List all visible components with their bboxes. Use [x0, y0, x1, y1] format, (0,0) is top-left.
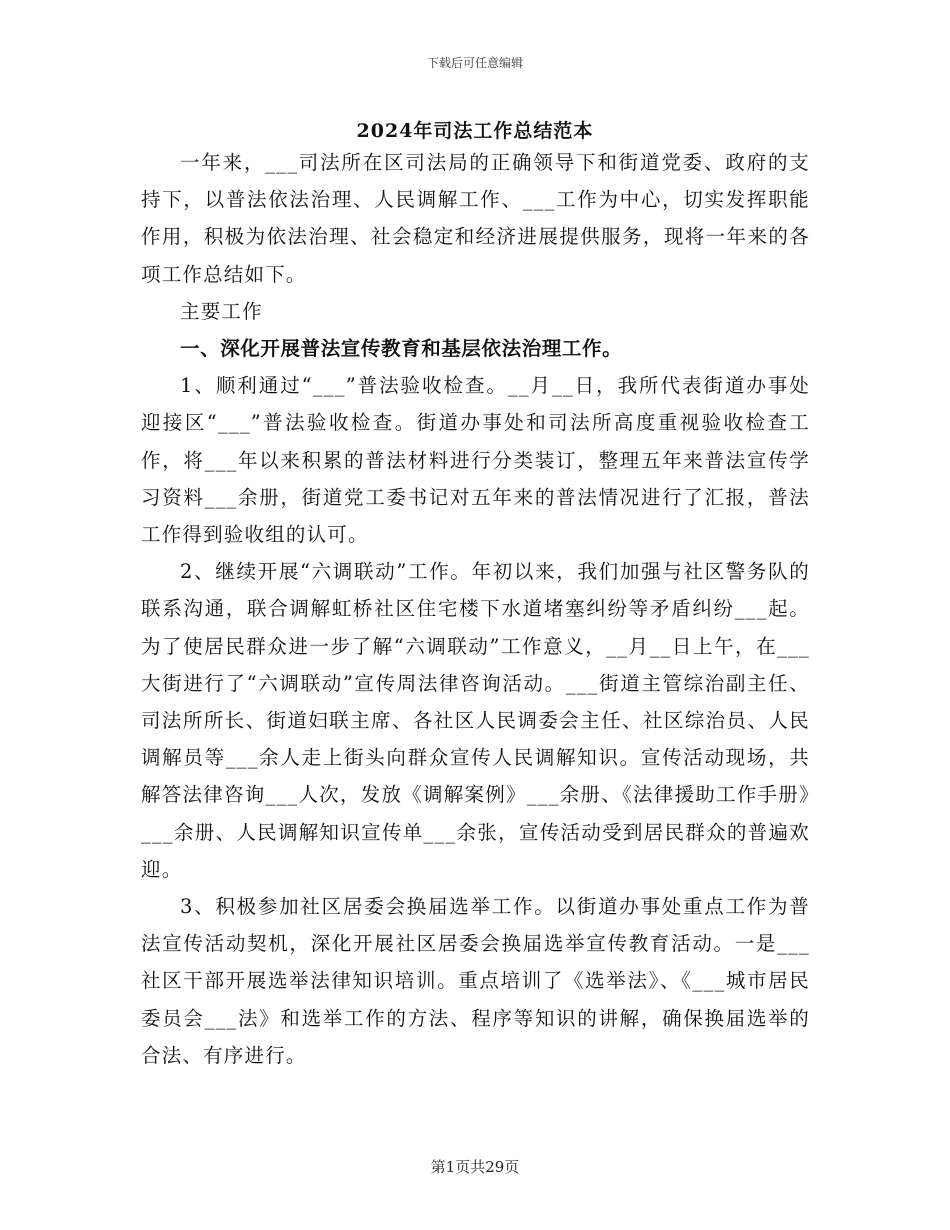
document-title: 2024年司法工作总结范本 — [356, 120, 594, 142]
intro-paragraph: 一年来，___司法所在区司法局的正确领导下和街道党委、政府的支持下，以普法依法治理、人民调解工作、___工作为中心，切实发挥职能作用，积极为依法治理、社会稳定和经济进展提供服务，现将一年来的各项工作总结如下。 — [141, 151, 810, 286]
page-number: 第1页共29页 — [430, 1158, 520, 1176]
item-paragraph-2: 2、继续开展“六调联动”工作。年初以来，我们加强与社区警务队的联系沟通，联合调解虹桥社区住宅楼下水道堵塞纠纷等矛盾纠纷___起。为了使居民群众进一步了解“六调联动”工作意义，__月__日上午，在___大街进行了“六调联动”宣传周法律咨询活动。___街道主管综治副主任、司法所所长、街道妇联主席、各社区人民调委会主任、社区综治员、人民调解员等___余人走上街头向群众宣传人民调解知识。宣传活动现场，共解答法律咨询___人次，发放《调解案例》___余册、《法律援助工作手册》___余册、人民调解知识宣传单___余张，宣传活动受到居民群众的普遍欢迎。 — [141, 560, 810, 881]
section-heading-1: 一、深化开展普法宣传教育和基层依法治理工作。 — [180, 337, 623, 361]
item-paragraph-1: 1、顺利通过“___”普法验收检查。__月__日，我所代表街道办事处迎接区“___”普法验收检查。街道办事处和司法所高度重视验收检查工作，将___年以来积累的普法材料进行分类装订，整理五年来普法宣传学习资料___余册，街道党工委书记对五年来的普法情况进行了汇报，普法工作得到验收组的认可。 — [141, 374, 810, 547]
item-paragraph-3: 3、积极参加社区居委会换届选举工作。以街道办事处重点工作为普法宣传活动契机，深化开展社区居委会换届选举宣传教育活动。一是___社区干部开展选举法律知识培训。重点培训了《选举法》、《___城市居民委员会___法》和选举工作的方法、程序等知识的讲解，确保换届选举的合法、有序进行。 — [141, 895, 810, 1067]
header-note: 下载后可任意编辑 — [426, 56, 523, 70]
subheading-main-work: 主要工作 — [180, 299, 263, 323]
document-body — [141, 144, 810, 1074]
